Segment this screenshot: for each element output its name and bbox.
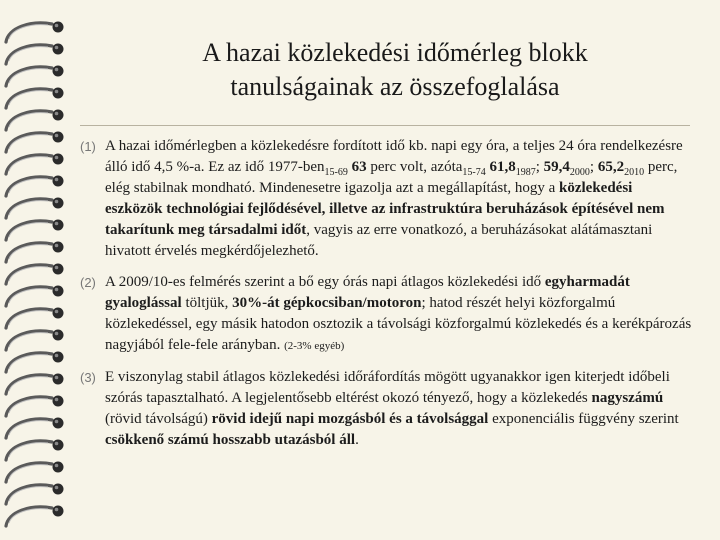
- bullet-list: [80, 136, 692, 461]
- spiral-ring: [6, 330, 64, 351]
- title-line-2: tanulságainak az összefoglalása: [230, 72, 560, 101]
- bold-text: csökkenő számú hosszabb utazásból áll: [105, 432, 356, 448]
- spiral-binding: [0, 0, 80, 540]
- spiral-ring: [6, 66, 64, 87]
- spiral-ring: [6, 396, 64, 417]
- bold-text: 59,4: [543, 159, 570, 175]
- bold-text: 30%-át gépkocsiban/motoron: [232, 295, 422, 311]
- item-text: A 2009/10-es felmérés szerint a bő egy órás napi átlagos közlekedési idő: [105, 274, 545, 290]
- spiral-ring: [6, 44, 64, 65]
- slide-title: [100, 36, 690, 104]
- item-text: exponenciális függvény szerint: [488, 411, 679, 427]
- item-text: ;: [589, 159, 598, 175]
- spiral-ring: [6, 264, 64, 285]
- item-text: .: [355, 432, 359, 448]
- title-line-1: A hazai közlekedési időmérleg blokk: [202, 38, 588, 67]
- subscript: 2010: [624, 167, 645, 178]
- item-text: , vagyis az erre vonatkozó, a beruházásokat alátámasztani hivatott érvelés megkérdőjelezhető.: [105, 222, 653, 259]
- spiral-ring: [6, 88, 64, 109]
- item-text: töltjük,: [181, 295, 233, 311]
- spiral-ring: [6, 176, 64, 197]
- subscript: 15-74: [462, 167, 486, 178]
- spiral-ring: [6, 484, 64, 505]
- bold-text: 61,8: [489, 159, 516, 175]
- item-number: (3): [80, 370, 96, 385]
- bold-text: 63: [351, 159, 367, 175]
- spiral-ring: [6, 220, 64, 241]
- spiral-ring: [6, 198, 64, 219]
- item-number: (2): [80, 275, 96, 290]
- item-text: perc, elég stabilnak mondható. Mindenesetre igazolja azt a megállapítást, hogy a: [105, 159, 678, 196]
- list-item: [80, 136, 692, 262]
- spiral-ring: [6, 22, 64, 43]
- item-number: (1): [80, 139, 96, 154]
- spiral-ring: [6, 506, 64, 527]
- bold-text: közlekedési eszközök technológiai fejlődésével, illetve az infrastruktúra beruházások építésével nem takarítunk meg társadalmi időt: [105, 180, 665, 238]
- bold-text: rövid idejű napi mozgásból és a távolsággal: [211, 411, 489, 427]
- spiral-ring: [6, 418, 64, 439]
- spiral-ring: [6, 374, 64, 395]
- spiral-ring: [6, 462, 64, 483]
- list-item: [80, 367, 692, 451]
- bold-text: 65,2: [597, 159, 625, 175]
- spiral-ring: [6, 110, 64, 131]
- spiral-ring: [6, 308, 64, 329]
- spiral-ring: [6, 132, 64, 153]
- item-text: perc volt, azóta: [366, 159, 463, 175]
- bold-text: nagyszámú: [591, 390, 664, 406]
- subscript: 2000: [569, 167, 590, 178]
- bold-text: egyharmadát gyaloglással: [105, 274, 630, 311]
- spiral-ring: [6, 440, 64, 461]
- spiral-ring: [6, 242, 64, 263]
- list-item: [80, 272, 692, 357]
- item-text: E viszonylag stabil átlagos közlekedési időráfordítás mögött ugyanakkor igen kiterjedt időbeli szórás tapasztalható. A legjelentősebb eltérést okozó tényező, hogy a közlekedés: [105, 369, 670, 406]
- item-text: A hazai időmérlegben a közlekedésre fordított idő kb. napi egy óra, a teljes 24 óra rendelkezésre álló idő 4,5 %-a. Ez az idő 1977-ben: [105, 138, 683, 175]
- title-divider: [80, 125, 690, 126]
- small-note: (2-3% egyéb): [284, 340, 345, 352]
- subscript: 1987: [515, 167, 536, 178]
- item-text: ; hatod részét helyi közforgalmú közlekedéssel, egy másik hatodon osztozik a távolsági közforgalmú közlekedés és a kerékpározás nagyjából fele-fele arányban.: [105, 295, 692, 353]
- spiral-ring: [6, 154, 64, 175]
- subscript: 15-69: [324, 167, 348, 178]
- spiral-ring: [6, 352, 64, 373]
- spiral-ring: [6, 286, 64, 307]
- item-text: ;: [535, 159, 544, 175]
- item-text: (rövid távolságú): [105, 411, 212, 427]
